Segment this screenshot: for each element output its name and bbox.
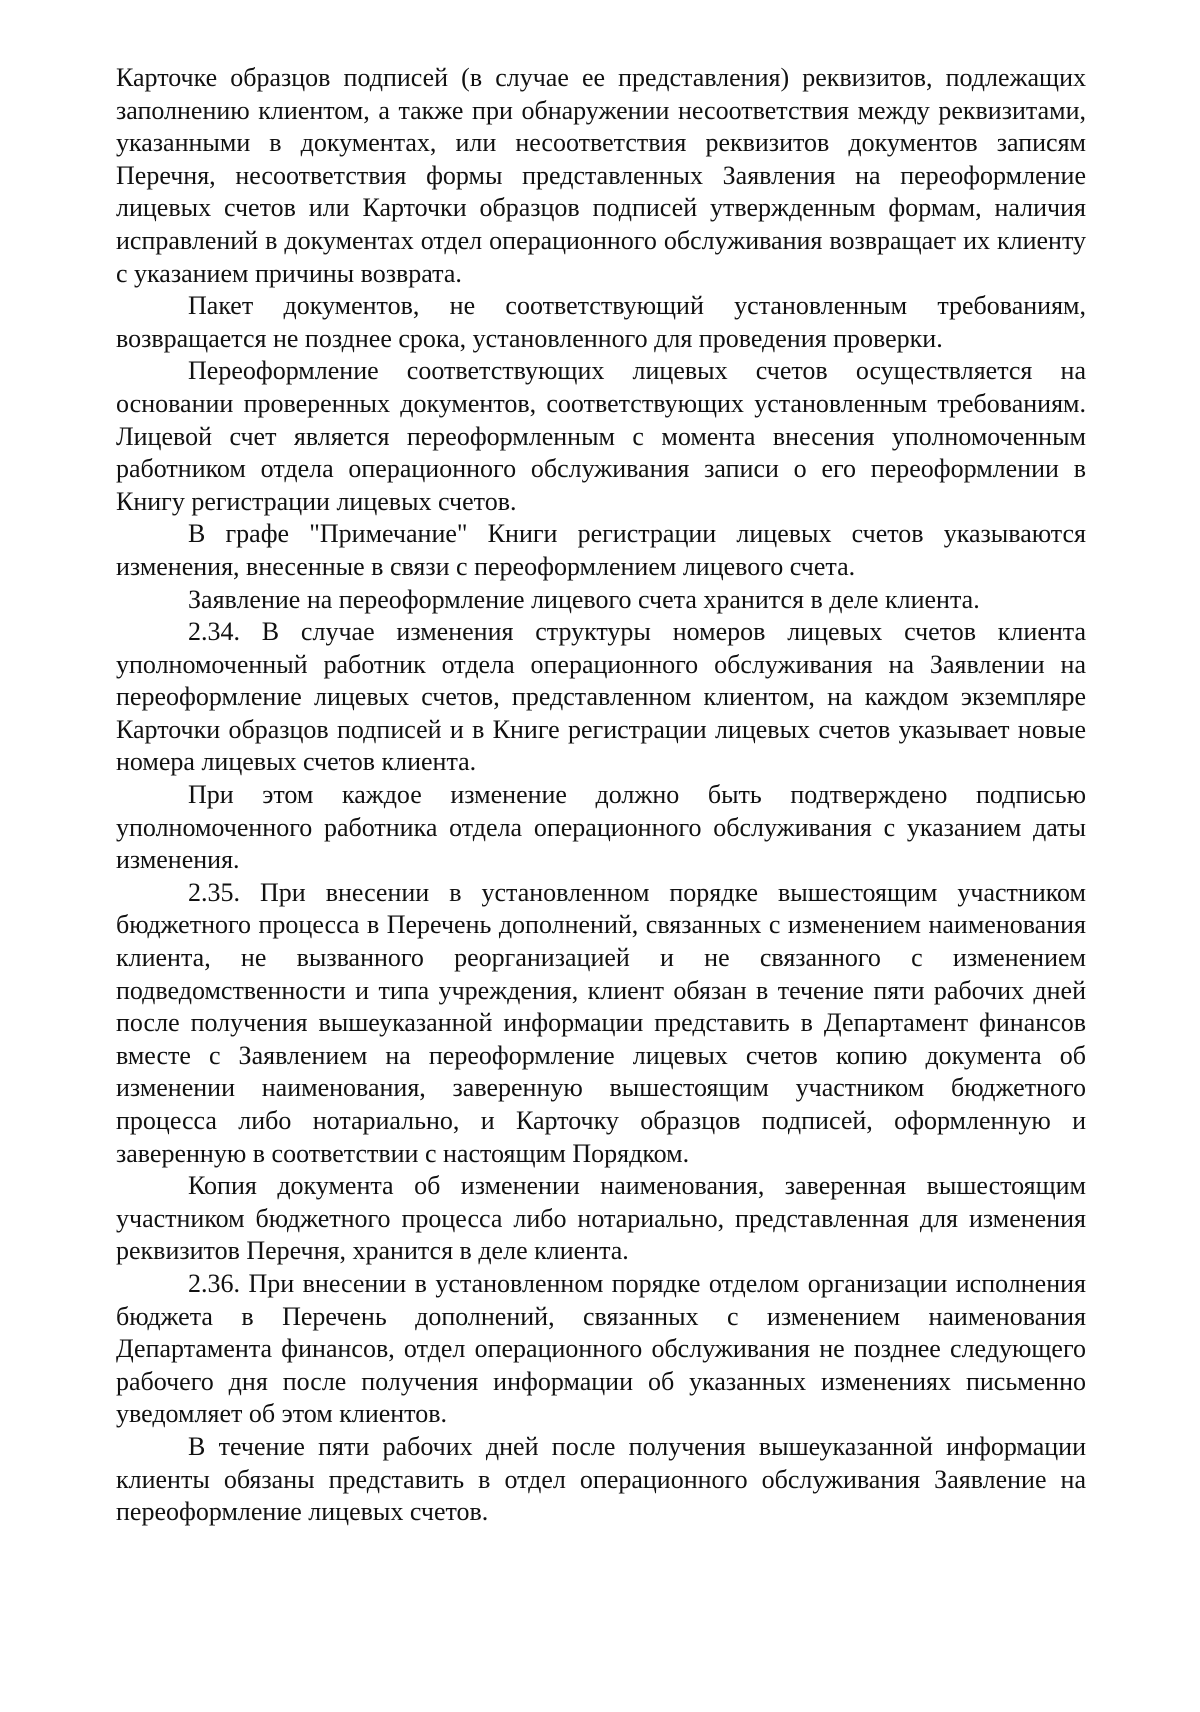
paragraph-copy-storage: Копия документа об изменении наименования, заверенная вышестоящим участником бюджетного процесса либо нотариально, представленная для изменения реквизитов Перечня, хранится в деле клиента. bbox=[116, 1171, 1086, 1266]
paragraph-change-confirmation: При этом каждое изменение должно быть подтверждено подписью уполномоченного работника отдела операционного обслуживания с указанием даты изменения. bbox=[116, 780, 1086, 875]
paragraph-application-storage: Заявление на переоформление лицевого счета хранится в деле клиента. bbox=[188, 584, 980, 614]
paragraph-reissue-accounts: Переоформление соответствующих лицевых счетов осуществляется на основании проверенных документов, соответствующих установленным требованиям. Лицевой счет является переоформленным с момента внесения уполномоченным работником отдела операционного обслуживания записи о его переоформлении в Книгу регистрации лицевых счетов. bbox=[116, 356, 1086, 516]
document-page bbox=[116, 62, 1086, 1529]
paragraph-document-package: Пакет документов, не соответствующий установленным требованиям, возвращается не позднее срока, установленного для проведения проверки. bbox=[116, 291, 1086, 353]
paragraph-client-obligation: В течение пяти рабочих дней после получения вышеуказанной информации клиенты обязаны представить в отдел операционного обслуживания Заявление на переоформление лицевых счетов. bbox=[116, 1431, 1086, 1527]
paragraph-clause-2-35: 2.35. При внесении в установленном порядке вышестоящим участником бюджетного процесса в Перечень дополнений, связанных с изменением наименования клиента, не вызванного реорганизацией и не связанного с изменением подведомственности и типа учреждения, клиент обязан в течение пяти рабочих дней после получения вышеуказанной информации представить в Департамент финансов вместе с Заявлением на переоформление лицевых счетов копию документа об изменении наименования, заверенную вышестоящим участником бюджетного процесса либо нотариально, и Карточку образцов подписей, оформленную и заверенную в соответствии с настоящим Порядком. bbox=[116, 877, 1086, 1168]
paragraph-continuation: Карточке образцов подписей (в случае ее представления) реквизитов, подлежащих заполнению клиентом, а также при обнаружении несоответствия между реквизитами, указанными в документах, или несоответствия реквизитов документов записям Перечня, несоответствия формы представленных Заявления на переоформление лицевых счетов или Карточки образцов подписей утвержденным формам, наличия исправлений в документах отдел операционного обслуживания возвращает их клиенту с указанием причины возврата. bbox=[116, 63, 1086, 288]
paragraph-note-column: В графе "Примечание" Книги регистрации лицевых счетов указываются изменения, внесенные в связи с переоформлением лицевого счета. bbox=[116, 519, 1086, 581]
paragraph-clause-2-34: 2.34. В случае изменения структуры номеров лицевых счетов клиента уполномоченный работник отдела операционного обслуживания на Заявлении на переоформление лицевых счетов, представленном клиентом, на каждом экземпляре Карточки образцов подписей и в Книге регистрации лицевых счетов указывает новые номера лицевых счетов клиента. bbox=[116, 617, 1086, 777]
paragraph-clause-2-36: 2.36. При внесении в установленном порядке отделом организации исполнения бюджета в Перечень дополнений, связанных с изменением наименования Департамента финансов, отдел операционного обслуживания не позднее следующего рабочего дня после получения информации об указанных изменениях письменно уведомляет об этом клиентов. bbox=[116, 1268, 1086, 1429]
